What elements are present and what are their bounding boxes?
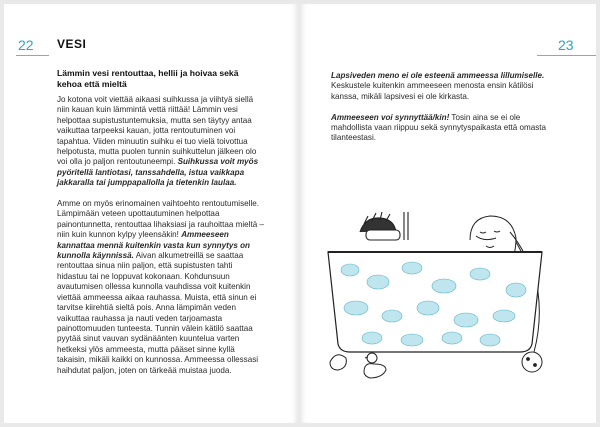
paragraph-amniotic-emphasis: Lapsiveden meno ei ole esteenä ammeessa lillumiselle. — [331, 71, 545, 80]
page-number-left: 22 — [18, 37, 34, 53]
page-number-rule-right — [537, 55, 596, 56]
page-number-rule-left — [16, 55, 49, 56]
paragraph-amniotic-text: Keskustele kuitenkin ammeeseen menosta ensin kätilösi kanssa, mikäli lapsivesi ei ole kirkasta. — [331, 81, 534, 101]
paragraph-water-birth-text: Tosin aina se ei ole mahdollista vaan riippuu sekä synnytyspaikasta että omasta tilanteestasi. — [331, 112, 547, 143]
bathtub-illustration — [320, 212, 550, 392]
paragraph-water-birth — [331, 113, 555, 144]
paragraph-bath-start: Amme on myös erinomainen vaihtoehto rentoutumiselle. Lämpimään veteen upottautuminen helpottaa painontunnetta, rentouttaa lihaksiasi ja rauhoittaa mieltä – niin kuin kunnon kylpy yleensäkin! — [57, 199, 264, 240]
section-title: VESI — [57, 37, 87, 51]
paragraph-amniotic — [331, 71, 555, 102]
paragraph-water-birth-emphasis: Ammeeseen voi synnyttää/kin! — [331, 112, 450, 122]
bath-ball-icon — [522, 352, 542, 372]
rubber-duck-icon — [364, 353, 386, 378]
paragraph-shower-text: Jo kotona voit viettää aikaasi suihkussa ja viihtyä siellä niin kauan kuin lämmintä vettä riittää! Lämmin vesi helpottaa supistustuntemuksia, mutta sen täytyy antaa vaikuttaa tarpeeksi kauan, jotta rentoutuminen voi tapahtua. Viiden minuutin suihku ei tuo vielä toivottua helpotusta, mutta puolen tunnin suihkuttelun jälkeen olo voi olla jo paljon rentoutuneempi. — [57, 95, 257, 167]
paragraph-bath-emphasis: Ammeeseen kannattaa mennä kuitenkin vasta kun synnytys on kunnolla käynnissä. — [57, 230, 250, 261]
lead-paragraph: Lämmin vesi rentouttaa, hellii ja hoivaa sekä kehoa että mieltä — [57, 68, 239, 89]
paragraph-shower — [57, 95, 265, 189]
snorkel-child-icon — [360, 212, 408, 240]
page-number-right: 23 — [558, 37, 574, 53]
paragraph-bath — [57, 199, 265, 376]
paragraph-shower-emphasis: Suihkussa voit myös pyöritellä lantiotasi, tanssahdella, istua vaikkapa jakkaralla tai jumppapallolla ja tietenkin laulaa. — [57, 157, 259, 188]
seashell-icon — [330, 355, 346, 370]
paragraph-bath-end: Aivan alkumetreillä se saattaa rentouttaa sinua niin paljon, että supistusten tahti hidastuu tai ne loppuvat kokonaan. Kohdunsuun avautumisen ollessa kunnolla vauhdissa voit kuitenkin viettää ammeessa aikaa rauhassa. Muista, että sinun ei tarvitse kiirehtiä sieltä pois. Anna lämpimän veden vaikuttaa rauhassa ja nauti veden tarjoamasta painottomuuden tunteesta. Tunnin välein kätilö saattaa pyytää sinut vauvan sydänäänten kuuntelua varten hetkeksi ylös ammeesta, mutta pääset sinne kyllä takaisin, mikäli kaikki on kunnossa. Ammeessa ollessasi haihdutat paljon, joten on tärkeää muistaa juoda. — [57, 251, 259, 375]
left-body-text — [57, 95, 265, 386]
right-body-text — [331, 71, 555, 154]
